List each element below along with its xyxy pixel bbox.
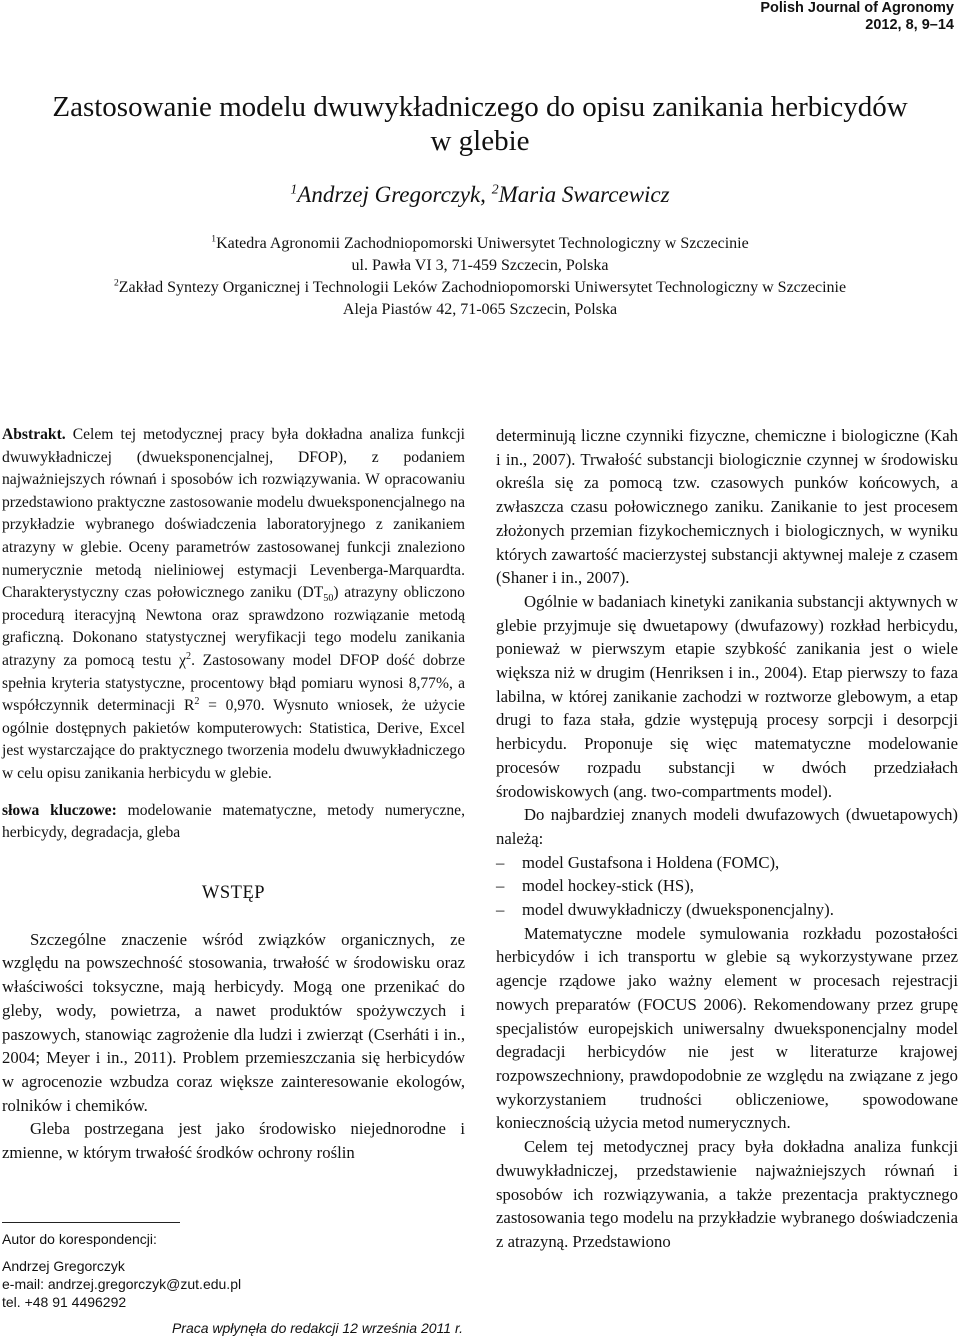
affil-1-line-2: ul. Pawła VI 3, 71-459 Szczecin, Polska xyxy=(351,257,609,274)
keywords xyxy=(2,800,465,845)
journal-name: Polish Journal of Agronomy xyxy=(760,0,954,16)
journal-header xyxy=(760,0,954,34)
abstract-text-3: . Zastosowany model DFOP dość dobrze spełnia kryteria statystyczne, procentowy błąd pomiaru wynosi 8,77%, a współczynnik determinacji R xyxy=(2,651,466,715)
right-paragraph-3: Do najbardziej znanych modeli dwufazowych (dwuetapowych) należą: xyxy=(496,805,958,848)
model-list-item: – model Gustafsona i Holdena (FOMC), xyxy=(496,851,958,875)
title-line-1: Zastosowanie modelu dwuwykładniczego do opisu zanikania herbicydów xyxy=(52,91,908,123)
intro-paragraph-1: Szczególne znaczenie wśród związków organicznych, ze względu na powszechność stosowania, trwałość w środowisku oraz właściwości toksyczne, mają herbicydy. Mogą one przenikać do gleby, wody, powietrza, a nawet produktów spożywczych i paszowych, stanowiąc zagrożenie dla ludzi i zwierząt (Cserháti i in., 2004; Meyer i in., 2011). Problem przemieszczania się herbicydów w agrocenozie wzbudza coraz większe zainteresowanie ekologów, rolników i chemików. xyxy=(2,929,465,1115)
model-list xyxy=(496,851,958,922)
right-paragraph-1: determinują liczne czynniki fizyczne, chemiczne i biologiczne (Kah i in., 2007). Trwałość substancji biologicznie czynnej w środowisku określa się za pomocą tzw. czasowych punków końcowych, a zwłaszcza czasu połowicznego zaniku. Zanikanie to jest procesem złożonych przemian fizykochemicznych i biologicznych, w wyniku których zawartość macierzystej substancji aktywnej maleje z czasem (Shaner i in., 2007). xyxy=(496,426,958,588)
keywords-label: słowa kluczowe: xyxy=(2,801,117,819)
author-1: Andrzej Gregorczyk, xyxy=(297,182,492,207)
abstract-sup-r: 2 xyxy=(194,695,200,707)
affil-2-line-2: Aleja Piastów 42, 71-065 Szczecin, Polska xyxy=(342,301,618,318)
correspondence-name: Andrzej Gregorczyk xyxy=(2,1258,125,1274)
title-line-2: w glebie xyxy=(430,125,530,157)
affiliations xyxy=(0,233,960,321)
affil-1-number: 1 xyxy=(211,233,217,245)
keywords-text: modelowanie matematyczne, metody numeryczne, herbicydy, degradacja, gleba xyxy=(2,801,465,842)
abstract xyxy=(2,424,465,786)
intro-text xyxy=(2,928,465,1165)
model-list-item: – model dwuwykładniczy (dwueksponencjalny). xyxy=(496,898,958,922)
abstract-label: Abstrakt. xyxy=(2,426,66,443)
author-2: Maria Swarcewicz xyxy=(498,182,670,207)
abstract-text-4: = 0,970. Wysnuto wniosek, że użycie ogólnie dostępnych pakietów komputerowych: Statistica, Derive, Excel jest wystarczające do praktycznego tworzenia modelu dwuwykładniczego w celu opisu zanikania herbicydu w glebie. xyxy=(2,697,466,782)
intro-paragraph-2: Gleba postrzegana jest jako środowisko niejednorodne i zmienne, w którym trwałość środków ochrony roślin xyxy=(2,1119,465,1163)
model-list-item: – model hockey-stick (HS), xyxy=(496,874,958,898)
right-column xyxy=(496,424,958,1254)
correspondence-label: Autor do korespondencji: xyxy=(2,1231,157,1247)
abstract-sub-50: 50 xyxy=(323,593,334,605)
abstract-sup-chi: 2 xyxy=(186,650,192,662)
correspondence xyxy=(2,1230,241,1311)
affil-1-line-1: Katedra Agronomii Zachodniopomorski Uniwersytet Technologiczny w Szczecinie xyxy=(216,235,749,252)
author-1-affil-number: 1 xyxy=(290,181,298,197)
abstract-text-1: Celem tej metodycznej pracy była dokładna analiza funkcji dwuwykładniczej (dwueksponencjalnej, DFOP), z podaniem najważniejszych równań i sposobów ich rozwiązywania. W opracowaniu przedstawiono praktyczne zastosowanie modelu dwueksponencjalnego na przykładzie wybranego doświadczenia laboratoryjnego z zanikaniem atrazyny w glebie. Oceny parametrów zastosowanej funkcji znaleziono numerycznie metodą nieliniowej estymacji Levenberga-Marquardta. Charakterystyczny czas połowicznego zaniku (DT xyxy=(2,426,465,602)
author-2-affil-number: 2 xyxy=(491,181,499,197)
footnote-divider xyxy=(2,1222,180,1223)
correspondence-email: e-mail: andrzej.gregorczyk@zut.edu.pl xyxy=(2,1276,242,1292)
abstract-text-2: ) atrazyny obliczono procedurą iteracyjną Newtona oraz sprawdzono rozwiązanie metodą graficzną. Dokonano statystycznej weryfikacji tego modelu zanikania atrazyny za pomocą testu χ xyxy=(2,584,465,669)
journal-issue: 2012, 8, 9–14 xyxy=(865,17,954,33)
received-date: Praca wpłynęła do redakcji 12 września 2011 r. xyxy=(171,1320,463,1336)
affil-2-number: 2 xyxy=(113,277,119,289)
right-paragraph-5: Celem tej metodycznej pracy była dokładna analiza funkcji dwuwykładniczej, przedstawienie najważniejszych równań i sposobów ich rozwiązywania, a także prezentacja praktycznego zastosowania tego modelu na przykładzie wybranego doświadczenia z atrazyną. Przedstawiono xyxy=(496,1137,958,1251)
affil-2-line-1: Zakład Syntezy Organicznej i Technologii Leków Zachodniopomorski Uniwersytet Technologiczny w Szczecinie xyxy=(118,279,847,296)
left-column xyxy=(2,424,465,1165)
correspondence-tel: tel. +48 91 4496292 xyxy=(2,1294,127,1310)
right-paragraph-4: Matematyczne modele symulowania rozkładu pozostałości herbicydów i ich transportu w glebie są wykorzystywane przez agencje rządowe jako ważny element w procesach rejestracji nowych preparatów (FOCUS 2006). Rekomendowany przez grupę specjalistów europejskich uniwersalny dwueksponencjalny model degradacji herbicydów nie jest w literaturze krajowej rozpowszechniony, prawdopodobnie ze względu na związane z jego wykorzystaniem trudności obliczeniowe, spowodowane koniecznością użycia metod numerycznych. xyxy=(496,923,958,1133)
section-title: WSTĘP xyxy=(201,882,266,903)
article-title xyxy=(0,90,960,158)
authors xyxy=(0,182,960,208)
right-paragraph-2: Ogólnie w badaniach kinetyki zanikania substancji aktywnych w glebie przyjmuje się dwuetapowy (dwufazowy) rozkład herbicydu, ponieważ w pierwszym etapie szybkość zanikania jest o wiele większa niż w drugim (Henriksen i in., 2004). Etap pierwszy to faza labilna, w której zanikanie zachodzi w roztworze glebowym, a etap drugi to faza stała, gdzie występują procesy sorpcji i desorpcji herbicydu. Proponuje się więc matematyczne modelowanie procesów rozpadu substancji w dwóch przedziałach środowiskowych (ang. two-compartments model). xyxy=(496,591,958,801)
